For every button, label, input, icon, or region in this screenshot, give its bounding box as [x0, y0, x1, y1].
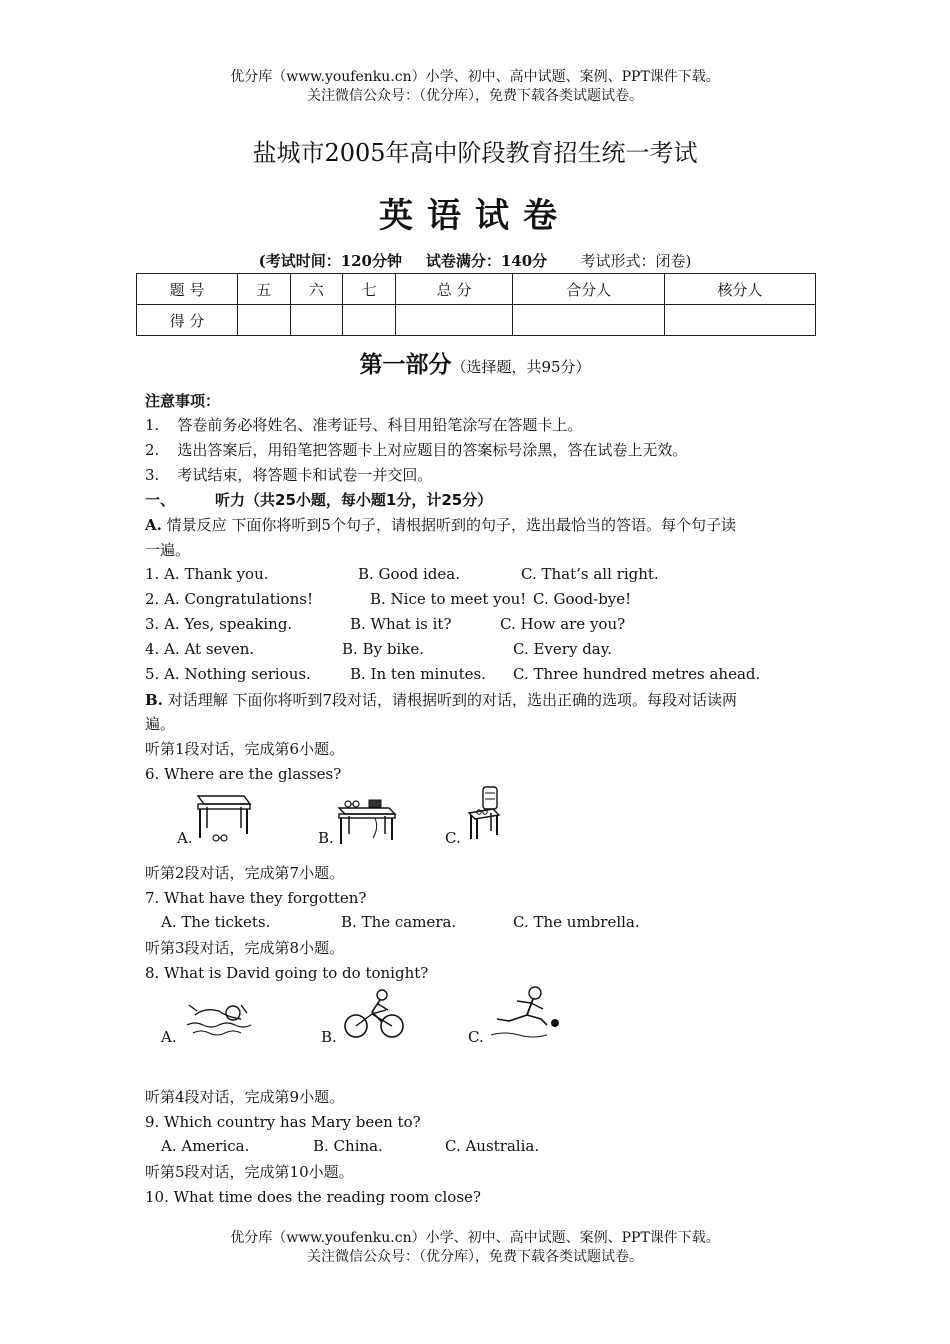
part-b-intro-cont: 遍。: [145, 715, 176, 733]
exam-meta: [0, 250, 950, 271]
q2-option-b[interactable]: B. Nice to meet you!: [370, 590, 527, 608]
q4-option-c[interactable]: C. Every day.: [513, 640, 612, 658]
cell: 合分人: [513, 274, 664, 305]
section1-title: 听力（共25小题，每小题1分，计25分）: [215, 491, 493, 509]
exam-title: 盐城市2005年高中阶段教育招生统一考试: [252, 139, 698, 167]
part-b-text: 对话理解 下面你将听到7段对话，请根据听到的对话，选出正确的选项。每段对话读两: [167, 691, 738, 709]
q9-option-a[interactable]: A. America.: [161, 1137, 250, 1155]
table-glasses-under-icon: [192, 790, 254, 846]
q8-option-b[interactable]: B.: [321, 1028, 337, 1046]
notice-text: 答卷前务必将姓名、准考证号、科目用铅笔涂写在答题卡上。: [177, 416, 583, 434]
notice-heading: 注意事项：: [145, 392, 221, 410]
footer-line-1: 优分库（www.youfenku.cn）小学、初中、高中试题、案例、PPT课件下载。: [230, 1230, 720, 1246]
cell: 得 分: [137, 305, 238, 336]
notice-item: [145, 465, 432, 485]
notice-text: 考试结束，将答题卡和试卷一并交回。: [177, 466, 433, 484]
q4-option-a[interactable]: 4. A. At seven.: [145, 640, 255, 658]
part-a-text: 情景反应 下面你将听到5个句子，请根据听到的句子，选出最恰当的答语。每个句子读: [166, 516, 736, 534]
q3-option-c[interactable]: C. How are you?: [500, 615, 626, 633]
part-a-label: A.: [145, 516, 162, 534]
score-table: [136, 273, 816, 336]
q7-option-b[interactable]: B. The camera.: [341, 913, 457, 931]
notice-item: [145, 415, 582, 435]
cell: 五: [238, 274, 291, 305]
part1-note: （选择题，共95分）: [451, 358, 591, 376]
q7-question: 7. What have they forgotten?: [145, 889, 367, 907]
meta-form: 考试形式：闭卷): [580, 252, 692, 270]
q9-option-b[interactable]: B. China.: [313, 1137, 383, 1155]
exam-subject: 英语试卷: [379, 196, 571, 236]
score-cell[interactable]: [343, 305, 396, 336]
notice-num: 2.: [145, 441, 160, 459]
part-b-label: B.: [145, 691, 163, 709]
part-b-intro: [145, 690, 737, 710]
notice-num: 3.: [145, 466, 160, 484]
header-line-1: 优分库（www.youfenku.cn）小学、初中、高中试题、案例、PPT课件下载。: [230, 69, 720, 85]
part1-title: 第一部分: [359, 352, 452, 378]
q5-option-a[interactable]: 5. A. Nothing serious.: [145, 665, 311, 683]
chair-with-glasses-icon: [465, 785, 505, 841]
score-table-score-row: [137, 305, 816, 336]
score-table-header-row: [137, 274, 816, 305]
q3-option-b[interactable]: B. What is it?: [350, 615, 452, 633]
dialog-1-instruction: 听第1段对话，完成第6小题。: [145, 740, 345, 758]
cycling-icon: [342, 988, 406, 1042]
q1-option-c[interactable]: C. That’s all right.: [521, 565, 659, 583]
q9-option-c[interactable]: C. Australia.: [445, 1137, 540, 1155]
dialog-2-instruction: 听第2段对话，完成第7小题。: [145, 864, 345, 882]
section1-heading: [145, 490, 492, 510]
q2-option-c[interactable]: C. Good-bye!: [533, 590, 632, 608]
q5-option-c[interactable]: C. Three hundred metres ahead.: [513, 665, 761, 683]
q8-option-c[interactable]: C.: [468, 1028, 484, 1046]
part-a-intro: [145, 515, 736, 535]
meta-full: 试卷满分：140分: [425, 252, 548, 270]
q8-question: 8. What is David going to do tonight?: [145, 964, 429, 982]
q6-option-a[interactable]: A.: [177, 829, 193, 847]
notice-item: [145, 440, 687, 460]
q5-option-b[interactable]: B. In ten minutes.: [350, 665, 486, 683]
cell: 六: [290, 274, 343, 305]
q3-option-a[interactable]: 3. A. Yes, speaking.: [145, 615, 293, 633]
q7-option-a[interactable]: A. The tickets.: [161, 913, 271, 931]
meta-time: 考试时间：120分钟: [265, 252, 402, 270]
football-icon: [485, 983, 565, 1043]
q6-option-c[interactable]: C.: [445, 829, 461, 847]
score-cell[interactable]: [290, 305, 343, 336]
score-cell[interactable]: [238, 305, 291, 336]
part-a-intro-cont: 一遍。: [145, 541, 191, 559]
score-cell[interactable]: [513, 305, 664, 336]
meta-prefix: (: [258, 252, 266, 270]
q1-option-b[interactable]: B. Good idea.: [358, 565, 460, 583]
cell: 核分人: [664, 274, 815, 305]
notice-num: 1.: [145, 416, 160, 434]
dialog-5-instruction: 听第5段对话，完成第10小题。: [145, 1163, 354, 1181]
section1-num: 一、: [145, 491, 176, 509]
notice-text: 选出答案后，用铅笔把答题卡上对应题目的答案标号涂黑，答在试卷上无效。: [177, 441, 688, 459]
q7-option-c[interactable]: C. The umbrella.: [513, 913, 640, 931]
part1-heading: [0, 346, 950, 379]
cell: 总 分: [395, 274, 513, 305]
q9-question: 9. Which country has Mary been to?: [145, 1113, 421, 1131]
cell: 七: [343, 274, 396, 305]
q4-option-b[interactable]: B. By bike.: [342, 640, 424, 658]
score-cell[interactable]: [664, 305, 815, 336]
q10-question: 10. What time does the reading room close?: [145, 1188, 481, 1206]
q2-option-a[interactable]: 2. A. Congratulations!: [145, 590, 314, 608]
swimming-icon: [185, 995, 255, 1041]
q6-question: 6. Where are the glasses?: [145, 765, 342, 783]
q6-option-b[interactable]: B.: [318, 829, 334, 847]
q8-option-a[interactable]: A.: [161, 1028, 177, 1046]
dialog-3-instruction: 听第3段对话，完成第8小题。: [145, 939, 345, 957]
footer-line-2: 关注微信公众号：（优分库），免费下载各类试题试卷。: [307, 1249, 643, 1265]
table-glasses-on-top-icon: [335, 798, 397, 848]
header-line-2: 关注微信公众号：（优分库），免费下载各类试题试卷。: [307, 88, 643, 104]
cell: 题 号: [137, 274, 238, 305]
dialog-4-instruction: 听第4段对话，完成第9小题。: [145, 1088, 345, 1106]
score-cell[interactable]: [395, 305, 513, 336]
q1-option-a[interactable]: 1. A. Thank you.: [145, 565, 269, 583]
